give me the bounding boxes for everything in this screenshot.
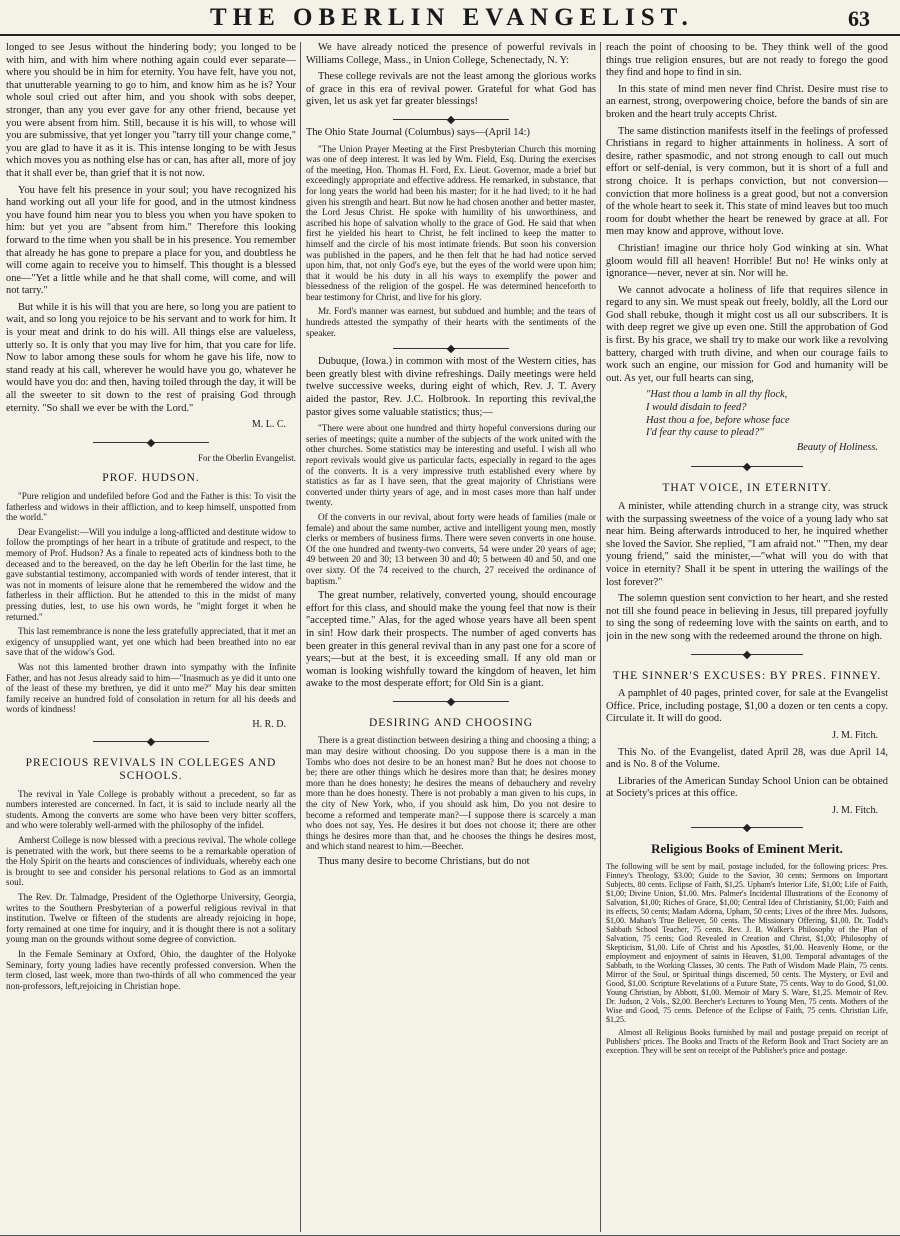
newspaper-title: THE OBERLIN EVANGELIST. (210, 4, 694, 31)
section-divider (306, 113, 596, 127)
column-rule-1 (300, 42, 301, 1232)
paragraph: Dear Evangelist:—Will you indulge a long-afflicted and destitute widow to follow the promptings of her heart in a tribute of gratitude and respect, to the memory of Prof. Hudson? As a finale to repeated acts of kindness both to the deceased and to the bereaved, on the day he left Oberlin for the last time, he gave substantial testimony, accompanied with words of tender interest, that it was not in moments of leisure alone that he remembered the widow and the fatherless in their affliction. But he attended to this in the midst of many pressing duties, lest, to use his own words, he "might forget it when he returned." (6, 526, 296, 622)
column-left (6, 42, 296, 1232)
paragraph: Christian! imagine our thrice holy God winking at sin. What gloom would fill all heaven! Horrible! But no! He winks only at ignorance—never, never at sin. Nor will he. (606, 242, 888, 280)
paragraph: The Ohio State Journal (Columbus) says—(April 14:) (306, 126, 530, 138)
paragraph: A pamphlet of 40 pages, printed cover, for sale at the Evangelist Office. Price, including postage, $1,00 a dozen or ten cents a copy. Circulate it. It will do good. (606, 688, 888, 725)
paragraph: Amherst College is now blessed with a precious revival. The whole college is penetrated with the work, but there seems to be a remarkable operation of the Holy Spirit on the hearts and consciences of individuals, whereby each one is brought to see and consider his personal relations to God as an immortal soul. (6, 835, 296, 888)
section-divider (306, 695, 596, 709)
verse-attribution: Beauty of Holiness. (796, 441, 878, 453)
signature: H. R. D. (252, 718, 286, 730)
paragraph: Mr. Ford's manner was earnest, but subdued and humble; and the tears of hundreds attested the sympathy of their hearts with the sentiments of the speaker. (306, 306, 596, 338)
verse (646, 389, 888, 439)
paragraph: There is a great distinction between desiring a thing and choosing a thing; a man may desire without choosing. Do you suppose there is a man in the Tombs who does not desire to be an honest man? But he does not choose to be; there are other things which he desires more than that; he desires money more than he does honesty; he desires the means of debauchery and revelry more than he does honesty. There is not probably a man given to his cups, in the city of New York, who, if you should ask him, Do you not desire to become a reformed and temperate man?—I suppose there is scarcely a man who does not say, Yes. He desires it but does not choose it; there are other things he desires more than that, and he chooses the things he desires most, and which stand nearest to him.—Beecher. (306, 735, 596, 852)
paragraph: Was not this lamented brother drawn into sympathy with the Infinite Father, and has not Jesus already said to him—"Inasmuch as ye did it unto one of the least of these my brethren, ye did it unto me?" May his dear smitten family receive an hundred fold of consolation in return for all his deeds and words of kindness! (6, 661, 296, 715)
page-number: 63 (848, 6, 870, 31)
epigraph: "Pure religion and undefiled before God and the Father is this: To visit the fatherless and widows in their affliction, and to keep himself, unspotted from the world." (6, 491, 296, 523)
paragraph: In this state of mind men never find Christ. Desire must rise to an earnest, strong, overpowering choice, before the bands of sin are broken and the heart truly accepts Christ. (606, 83, 888, 120)
section-divider (6, 436, 296, 450)
paragraph: Thus many desire to become Christians, but do not (318, 856, 530, 867)
section-divider (306, 342, 596, 356)
masthead (0, 0, 900, 36)
paragraph: reach the point of choosing to be. They think well of the good things true religion ensures, but are not ready to forego the good they find and hope to find in sin. (606, 42, 888, 79)
paragraph: Dubuque, (Iowa.) in common with most of the Western cities, has been greatly blest with divine refreshings. Daily meetings were held twelve successive weeks, during eight of which, Rev. J. T. Avery aided the pastor, Rev. J.C. Holbrook. In reporting this revival,the pastor gives some valuable statistics; thus;— (306, 356, 596, 418)
column-middle (306, 42, 596, 1232)
dedication-line: For the Oberlin Evangelist. (198, 452, 296, 463)
section-divider (606, 460, 888, 474)
section-divider (606, 648, 888, 662)
paragraph: But while it is his will that you are here, so long you are patient to wait, and so long you rejoice to be his servant and to work for him. It is your meat and drink to do his will. All things else are valueless, utterly so. It is only that you may live for him, that you care for life. Now to labor among these souls for whom he gave his life, now to stand ready at his call, wherever he would have you go, whatever he would have you do: and then, having toiled through the day, it will be all the sweeter to sit down to the rest of praising God through eternity. "So shall we ever be with the Lord." (6, 301, 296, 414)
signature: M. L. C. (251, 419, 286, 431)
paragraph: We have already noticed the presence of powerful revivals in Williams College, Mass., in Union College, Schenectady, N. Y: (306, 42, 596, 66)
verse-line: I'd fear thy cause to plead?" (646, 427, 764, 439)
paragraph: The Rev. Dr. Talmadge, President of the Oglethorpe University, Georgia, writes to the Southern Presbyterian of a powerful religious revival in that institution. Twelve or fifteen of the students are already rejoicing in hope, forty remained at one time for inquiry, and it is thought there is not a solitary young man on the grounds without some degree of conviction. (6, 892, 296, 945)
article-heading: Religious Books of Eminent Merit. (651, 841, 843, 857)
paragraph: Libraries of the American Sunday School Union can be obtained at Society's prices at this office. (606, 775, 888, 800)
paragraph: This last remembrance is none the less gratefully appreciated, that it met an exigency of unsupplied want, yet one which had been breathed into no ear save that of the widow's God. (6, 626, 296, 658)
paragraph: The great number, relatively, converted young, should encourage effort for this class, and should make the young feel that now is their "accepted time." Alas, for the aged whose years have all been spent in sin! How dark their prospects. The number of aged converts has been greater in this general revival than in any past one for a score of years;—but at the best, it is exceeding small. If any old man or woman is looking wishfully toward the kingdom of heaven, let him awake to the most desperate effort; for Old Sin is a giant. (306, 590, 596, 690)
verse-line: Hast thou a foe, before whose face (646, 414, 790, 426)
paragraph: "There were about one hundred and thirty hopeful conversions during our series of meetings; quite a number of the subjects of the work united with the other churches. Some statistics may be interesting and useful. I wish all who report revivals would give us particular facts, especially in regard to the ages of the converts. It is a very impressive truth established every where by statistics as far as I have seen, that the great majority of Christians were converted under thirty years of age, and in most cases more than half under twenty. (306, 423, 596, 508)
paragraph: In the Female Seminary at Oxford, Ohio, the daughter of the Holyoke Seminary, forty young ladies have recently professed conversion. When the term closed, last week, more than two-thirds of all who commenced the year non-professors, left,rejoicing in Christian hope. (6, 948, 296, 991)
paragraph: This No. of the Evangelist, dated April 28, was due April 14, and is No. 8 of the Volume. (606, 746, 888, 771)
column-rule-2 (600, 42, 601, 1232)
paragraph: You have felt his presence in your soul; you have recognized his hand working out all your life for good, and in the utmost kindness you have found him near you to bless you when you have spoken to him: but yet you are "absent from him." Therefore this looking forward to the time when you shall be in his presence. You remember that already he has gone to prepare a place for you, and doubtless he will come again to receive you to himself. This thought is a blessed one—"Yet a little while and he that shall come, will come, and will not tarry." (6, 184, 296, 297)
paragraph: The same distinction manifests itself in the feelings of professed Christians in regard to higher attainments in holiness. A sort of desire, rather spasmodic, and not strong enough to call out much effort or self-denial, is very common, but it is short of a full and strong choice. It is perhaps conviction, but not conversion—conviction that more holiness is a great good, but not a conversion of the whole heart to seek it. This state of mind leaves but too much room for doubt whether the heart be renewed by grace at all. For men may know and approve, without love. (606, 125, 888, 238)
paragraph: A minister, while attending church in a strange city, was struck with the surpassing sweetness of the voice of a young lady who sat near him. Being afterwards introduced to her, he inquired whether she loved the Savior. She replied, "I am afraid not." "Then, my dear young friend," said the minister,—"what will you do with that voice in eternity? Shall it be spent in uttering the wailings of the lost forever?" (606, 501, 888, 588)
book-list: The following will be sent by mail, postage included, for the following prices: Pres. Finney's Theology, $3.00; Guide to the Savior, 30 cents; Sermons on Important Subjects, 80 cents. Eclipse of Faith, $1,25. Upham's Interior Life, $1,00; Life of Faith, $1,00; Divine Union, $1.00. Mrs. Palmer's Incidental Illustrations of the Economy of Salvation, $1,00; Riches of Grace, $1,00; Central Idea of Christianity, $1,00; Faith and its effects, 50 cents; Madam Adorna, Upham, 50 cents; Lives of the three Mrs. Judsons, $1,00. Mahan's True Believer, 50 cents. The Missionary Offering, $1,00. Dr. Todd's Sabbath School Teacher, 75 cents. Rev. J. B. Walker's Philosophy of the Plan of Salvation, 75 cents; God Revealed in Creation and Christ, $1,00; Philosophy of Skepticism, $1,00. Life of Christ and his Apostles, $1,00. Heavenly Home, or the employment and enjoyment of saints in Heaven, $1,00. Temporal advantages of the Sabbath, to the Working Classes, 30 cents. The Path of Wisdom Made Plain, 75 cents. Mirror of the Soul, or Spiritual things discerned, 50 cents. The Mystery, or Evil and Good, $1,00. Scripture Revelations of a Future State, 75 cents. Way to do Good, $1,00. Young Christian, by Abbott, $1,00. Memoir of Mary S. Ware, $1,25. Memoir of Rev. Dr. Judson, 2 Vols., $2,00. Beecher's Lectures to Young Men, 75 cents. Mothers of the Wise and Good, 75 cents. Defence of the Eclipse of Faith, 75 cents. Christian Life, $1,25. (606, 862, 888, 1025)
paragraph: longed to see Jesus without the hindering body; you longed to be with him, and with him where nothing again could ever separate—where you should be in him for eternity. You have felt, have you not, that unutterable yearning to go to him, and know him as he is? Your whole soul cried out after him, and you shook with sobs deeper, stronger, than any you ever gave for any other friend, because yet you were absent from him. Still, because it is his will, to whose will you are submissive, that yet longer you "tarry till your change come," you are glad to have it as it is. This intense longing to be with Jesus which moves you as nothing else has or can, has after all, more of joy that it shall ever be, than grief that it is not now. (6, 42, 296, 179)
article-heading: PROF. HUDSON. (102, 472, 200, 485)
paragraph: These college revivals are not the least among the glorious works of grace in this era of revival power. Grateful for what God has given, let us ask yet far greater blessings! (306, 71, 596, 108)
paragraph: "The Union Prayer Meeting at the First Presbyterian Church this morning was one of deep interest. It was led by Wm. Field, Esq. During the exercises of the meeting, Hon. Thomas H. Ford, Ex. Lieut. Governor, made a brief but exceedingly appropriate and effective address. He remarked, in substance, that for long years the world had been his master; for it he had lived; to it he had given his strength and heart. But now he had chosen another and better master, the Lord Jesus Christ. He spoke with humility of his unworthiness, and ascribed his hope of salvation wholly to the grace of God. He said that when first he yielded his heart to Christ, he felt inclined to keep the matter to himself and the circle of his most intimate friends. But soon his conversion was published in the papers, and he then felt that he had had notice served upon him, that, not only God's eye, but the eyes of the world were upon him; that it would be his duty in all his ways to exemplify the power and blessedness of the religion of the gospel. He was determined henceforth to bear testimony for Christ, and live for his glory. (306, 143, 596, 302)
section-divider (6, 735, 296, 749)
article-heading: THAT VOICE, IN ETERNITY. (662, 482, 832, 495)
paragraph: The revival in Yale College is probably without a precedent, so far as numbers interested are concerned. In fact, it is said to include nearly all the students. Among the converts are some who have been very bitter scoffers, and who were tolerably well-armed with the philosophy of the infidel. (6, 788, 296, 831)
paragraph: Of the converts in our revival, about forty were heads of families (male or female) and about the same number, active and intelligent young men, mostly clerks or members of business firms. There were seven converts in one house. Of the one hundred and twenty-two converts, 54 were under 20 years of age; 49 between 20 and 30; 13 between 30 and 40; 5 between 40 and 50, and one over sixty. Of the 74 received to the church, 27 received the ordinance of baptism." (306, 511, 596, 586)
verse-line: I would disdain to feed? (646, 402, 747, 414)
signature: J. M. Fitch. (832, 729, 878, 741)
signature: J. M. Fitch. (832, 804, 878, 816)
paragraph: The solemn question sent conviction to her heart, and she rested not till she found peace in believing in Jesus, till prepared joyfully to sing the song of redeeming love with the saints on earth, and to join in the new song with the redeemed around the throne on high. (606, 593, 888, 642)
verse-line: "Hast thou a lamb in all thy flock, (646, 389, 788, 401)
book-note: Almost all Religious Books furnished by mail and postage prepaid on receipt of Publishers' prices. The Books and Tracts of the Reform Book and Tract Society are an exception. They will be sent on receipt of the Publisher's price and postage. (606, 1028, 888, 1056)
section-divider (606, 821, 888, 835)
article-heading: THE SINNER'S EXCUSES: BY PRES. FINNEY. (612, 669, 882, 682)
article-heading: PRECIOUS REVIVALS IN COLLEGES AND SCHOOLS. (25, 757, 277, 783)
article-heading: DESIRING AND CHOOSING (368, 716, 534, 729)
paragraph: We cannot advocate a holiness of life that requires silence in regard to any sin. We must speak out freely, boldly, all the Lord our God shall rebuke, though it might cost us all our subscribers. It is with deep regret we give up even one. Still the approbation of God is first. By his grace, we shall try to make our work like a revolving battery, charged with truth divine, and when our courage fails to work such an engine, our mission for God and humanity will be out. As yet, our full hearts can sing, (606, 284, 888, 384)
column-right (606, 42, 888, 1232)
